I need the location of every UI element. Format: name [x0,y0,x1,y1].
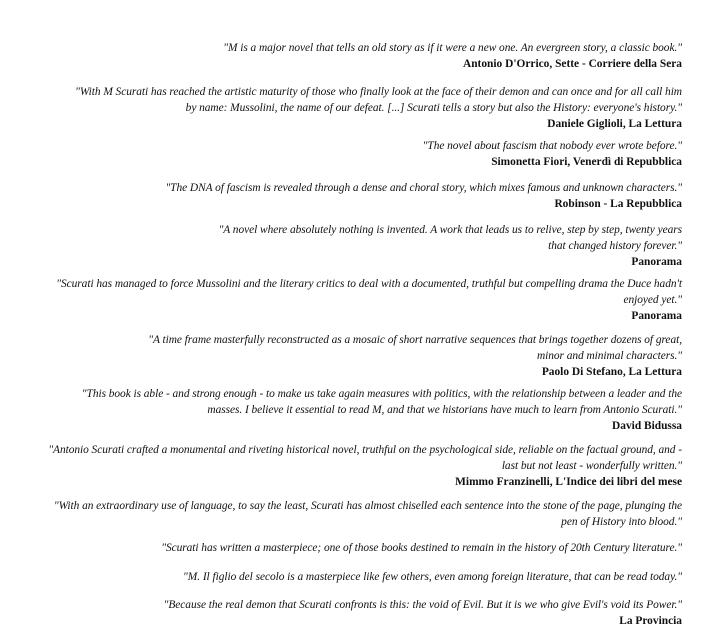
review-source: Mimmo Franzinelli, L'Indice dei libri del mese [455,476,682,488]
review-source: Daniele Giglioli, La Lettura [547,118,682,130]
review-quote-line: by name: Mussolini, the name of our defeat. [...] Scurati tells a story but also the History: everyone's history." [185,102,682,114]
review-quote-line: "A time frame masterfully reconstructed as a mosaic of short narrative sequences that brings together dozens of great, [148,334,682,346]
review-block-1 [22,40,682,72]
review-source: La Provincia [619,615,682,627]
review-quote-line: minor and minimal characters." [536,350,682,362]
review-quote-line: "The DNA of fascism is revealed through a dense and choral story, which mixes famous and unknown characters." [165,182,682,194]
review-quote-line: "Scurati has managed to force Mussolini and the literary critics to deal with a documented, truthful but compelling drama the Duce hadn't [56,278,682,290]
review-block-11 [22,540,682,556]
review-quote-line: "Scurati has written a masterpiece; one of those books destined to remain in the history of 20th Century literature." [161,542,682,554]
review-quote-line: enjoyed yet." [623,294,682,306]
review-source: Antonio D'Orrico, Sette - Corriere della Sera [463,58,682,70]
review-quote-line: last but not least - wonderfully written." [501,460,682,472]
review-quote-line: "M. Il figlio del secolo is a masterpiece like few others, even among foreign literature, that can be read today." [183,571,682,583]
review-quote-line: "Antonio Scurati crafted a monumental and riveting historical novel, truthful on the psychological side, reliable on the factual ground, and - [48,444,682,456]
review-block-12 [22,569,682,585]
review-quote-line: pen of History into blood." [561,516,682,528]
review-quote-line: that changed history forever." [548,240,682,252]
review-quote-line: "A novel where absolutely nothing is invented. A work that leads us to relive, step by step, twenty years [218,224,682,236]
review-quote-line: "Because the real demon that Scurati confronts is this: the void of Evil. But it is we who give Evil's void its Power." [163,599,682,611]
review-source: David Bidussa [612,420,682,432]
review-block-9 [22,442,682,490]
review-block-4 [22,180,682,212]
review-quote-line: masses. I believe it essential to read M, and that we historians have much to learn from Antonio Scurati." [207,404,682,416]
review-quote-line: "The novel about fascism that nobody ever wrote before." [422,140,682,152]
review-block-10 [22,498,682,530]
review-quote-line: "M is a major novel that tells an old story as if it were a new one. An evergreen story, a classic book." [223,42,682,54]
review-block-6 [22,276,682,324]
review-block-8 [22,386,682,434]
review-block-13 [22,597,682,629]
review-source: Simonetta Fiori, Venerdì di Repubblica [491,156,682,168]
review-block-5 [22,222,682,270]
review-source: Panorama [631,310,682,322]
review-source: Panorama [631,256,682,268]
review-block-3 [22,138,682,170]
review-source: Paolo Di Stefano, La Lettura [541,366,682,378]
review-quote-line: "This book is able - and strong enough - to make us take again measures with politics, with the relationship between a leader and the [81,388,682,400]
review-block-2 [22,84,682,132]
review-quote-line: "With M Scurati has reached the artistic maturity of those who finally look at the face of their demon and can once and for all call him [75,86,682,98]
review-block-7 [22,332,682,380]
review-source: Robinson - La Repubblica [554,198,682,210]
review-quote-line: "With an extraordinary use of language, to say the least, Scurati has almost chiselled each sentence into the stone of the page, plunging the [53,500,682,512]
